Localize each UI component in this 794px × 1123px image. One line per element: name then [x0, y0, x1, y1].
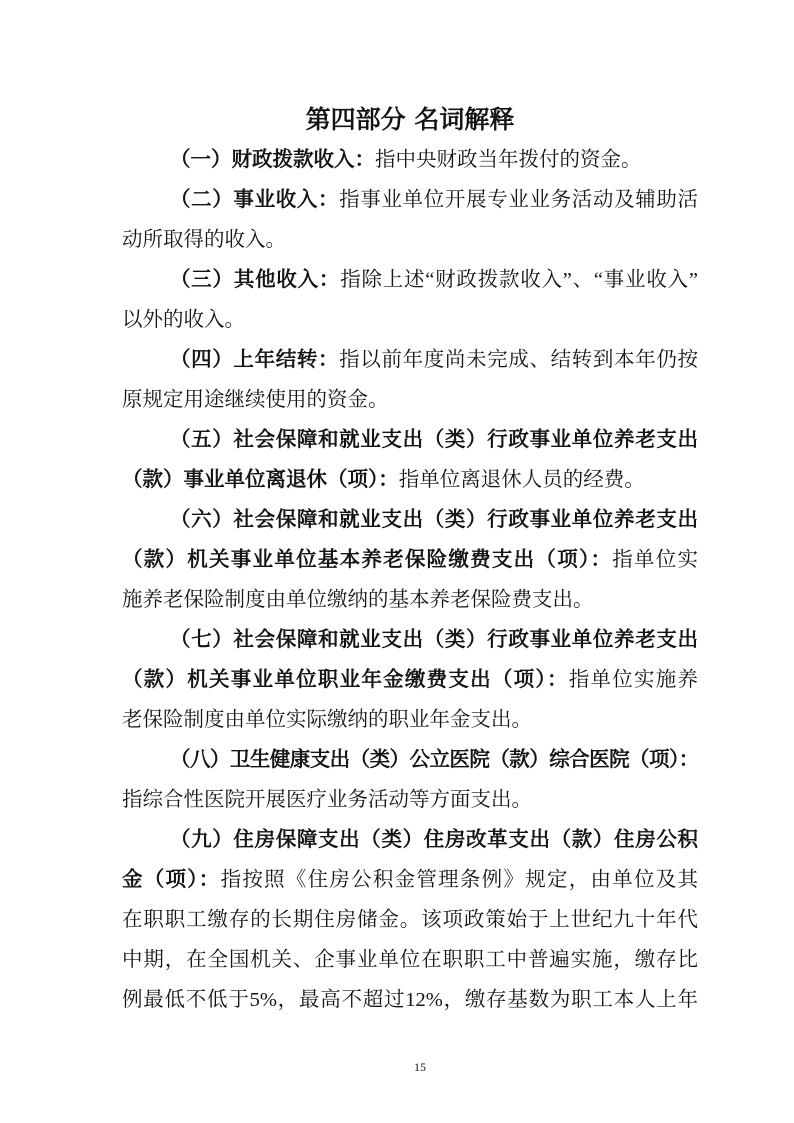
text-line [122, 140, 698, 180]
text-line [122, 580, 698, 620]
text-line [122, 780, 698, 820]
term-label: （四）上年结转： [170, 349, 340, 371]
term-paragraph-3 [122, 260, 698, 340]
text-line [122, 380, 698, 420]
text-line [122, 300, 698, 340]
term-definition: 指除上述“财政拨款收入”、“事业收入” [340, 269, 698, 291]
term-definition: 指单位实施养 [568, 669, 698, 691]
term-label: （款）机关事业单位基本养老保险缴费支出（项）： [122, 549, 613, 571]
term-paragraph-8 [122, 740, 698, 820]
text-line [122, 700, 698, 740]
term-paragraph-7 [122, 620, 698, 740]
term-paragraph-1 [122, 140, 698, 180]
term-paragraph-9 [122, 820, 698, 1020]
text-line [122, 860, 698, 900]
text-line [122, 540, 698, 580]
text-line [122, 820, 698, 860]
term-definition: 指单位离退休人员的经费。 [398, 469, 645, 491]
term-paragraph-2 [122, 180, 698, 260]
page-title: 第四部分 名词解释 [305, 105, 515, 134]
term-definition: 在职职工缴存的长期住房储金。该项政策始于上世纪九十年代 [122, 909, 698, 931]
glossary-body [122, 140, 698, 1020]
term-paragraph-5 [122, 420, 698, 500]
term-paragraph-4 [122, 340, 698, 420]
term-label: （六）社会保障和就业支出（类）行政事业单位养老支出 [170, 509, 698, 531]
term-definition: 以外的收入。 [122, 309, 245, 331]
term-definition: 原规定用途继续使用的资金。 [122, 389, 389, 411]
term-label: （九）住房保障支出（类）住房改革支出（款）住房公积 [170, 829, 698, 851]
term-definition: 指单位实 [612, 549, 698, 571]
term-definition: 老保险制度由单位实际缴纳的职业年金支出。 [122, 709, 532, 731]
text-line [122, 180, 698, 220]
term-label: （五）社会保障和就业支出（类）行政事业单位养老支出 [170, 429, 698, 451]
term-label: （款）事业单位离退休（项）： [122, 469, 399, 491]
text-line [122, 420, 698, 460]
term-definition: 例最低不低于5%，最高不超过12%，缴存基数为职工本人上年 [122, 989, 698, 1011]
text-line [122, 220, 698, 260]
term-definition: 指以前年度尚未完成、结转到本年仍按 [339, 349, 698, 371]
text-line [122, 980, 698, 1020]
term-definition: 中期，在全国机关、企事业单位在职职工中普遍实施，缴存比 [122, 949, 698, 971]
page-number: 15 [414, 1060, 426, 1074]
term-paragraph-6 [122, 500, 698, 620]
term-definition: 指中央财政当年拨付的资金。 [375, 149, 642, 171]
term-label: （七）社会保障和就业支出（类）行政事业单位养老支出 [170, 629, 698, 651]
term-definition: 指事业单位开展专业业务活动及辅助活 [339, 189, 698, 211]
term-definition: 施养老保险制度由单位缴纳的基本养老保险费支出。 [122, 589, 594, 611]
text-line [122, 620, 698, 660]
text-line [122, 900, 698, 940]
text-line [122, 940, 698, 980]
term-label: （三）其他收入： [170, 269, 341, 291]
text-line [122, 460, 698, 500]
term-definition: 指按照《住房公积金管理条例》规定，由单位及其 [220, 869, 698, 891]
text-line [122, 660, 698, 700]
text-line [122, 340, 698, 380]
text-line [122, 500, 698, 540]
term-label: （二）事业收入： [170, 189, 340, 211]
text-line [122, 260, 698, 300]
term-label: （一）财政拨款收入： [170, 149, 375, 171]
term-label: 金（项）： [122, 869, 221, 891]
term-definition: 指综合性医院开展医疗业务活动等方面支出。 [122, 789, 532, 811]
term-definition: 动所取得的收入。 [122, 229, 286, 251]
text-line [122, 740, 698, 780]
term-label: （款）机关事业单位职业年金缴费支出（项）： [122, 669, 569, 691]
term-label: （八）卫生健康支出（类）公立医院（款）综合医院（项）： [170, 749, 698, 771]
